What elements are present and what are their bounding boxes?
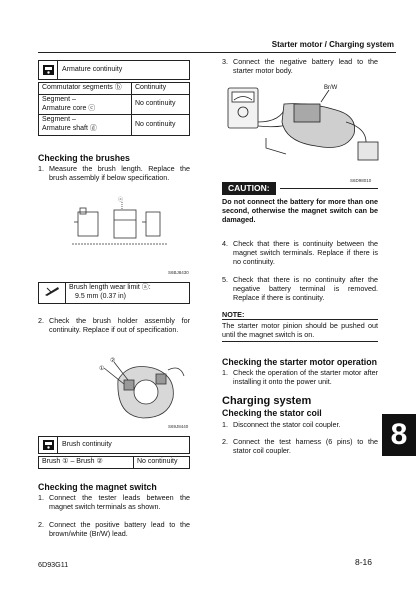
magnet-switch-heading: Checking the magnet switch [38,482,157,492]
page-number: 8-16 [355,557,373,567]
callout-2: ② [110,358,116,364]
section-title: Starter motor / Charging system [271,40,394,49]
caution-text: Do not connect the battery for more than one second, otherwise the magnet switch can be damaged. [222,196,378,224]
stator-step-1: 1. Disconnect the stator coil coupler. [222,420,341,429]
spec-value: 9.5 mm (0.37 in) [75,292,126,300]
charging-heading: Charging system [222,395,312,407]
armature-table-title: Armature continuity [62,65,123,73]
brush-length-figure [70,192,190,280]
armature-continuity-table [38,60,190,136]
caliper-icon [39,283,66,304]
stator-heading: Checking the stator coil [222,408,322,418]
brw-label: Br/W [324,85,338,91]
table-cell-value: Continuity [132,83,190,95]
note-text: The starter motor pinion should be pushed out until the magnet switch is on. [222,321,378,339]
brush-holder-figure [98,350,188,430]
doc-code: 6D93G11 [38,560,69,569]
brushes-step-2: 2. Check the brush holder assembly for continuity. Replace if out of specification. [38,316,190,334]
header-rule [38,52,396,53]
brush-table-title: Brush continuity [62,440,112,448]
table-cell-label: Commutator segments ⓑ [39,83,132,95]
operation-step-1: 1. Check the operation of the starter motor after installing it onto the power unit. [222,368,378,386]
brushes-step-1: 1. Measure the brush length. Replace the brush assembly if below specification. [38,164,190,182]
table-cell-value: No continuity [132,115,190,136]
chapter-tab: 8 [382,414,416,456]
callout-1: ① [99,366,105,372]
table-cell-label: Segment – Armature shaft ⓓ [39,115,132,136]
brush-continuity-table [38,436,190,469]
svg-text:ⓐ: ⓐ [118,197,124,203]
figure-code-2: S69J8440 [168,424,189,429]
caution-block [222,182,378,224]
magnet-step-1: 1. Connect the tester leads between the magnet switch terminals as shown. [38,493,190,511]
table-cell-value: No continuity [132,94,190,115]
figure-code-3: S6D98010 [350,178,372,183]
brushes-heading: Checking the brushes [38,153,130,163]
note-block [222,310,378,342]
table-cell-label: Segment – Armature core ⓒ [39,94,132,115]
note-title: NOTE: [222,310,245,319]
spec-label: Brush length wear limit ⓐ: [69,284,151,291]
operation-heading: Checking the starter motor operation [222,357,377,367]
starter-motor-test-figure [226,82,382,174]
multimeter-icon [39,61,58,79]
caution-title: CAUTION: [222,182,276,195]
figure-code: S6BJ8430 [168,270,189,275]
table-cell-value: No continuity [134,457,190,469]
table-cell-label: Brush ① – Brush ② [39,457,134,469]
right-step-3: 3. Connect the negative battery lead to the starter motor body. [222,57,378,75]
stator-step-2: 2. Connect the test harness (6 pins) to the stator coil coupler. [222,437,378,455]
magnet-step-2: 2. Connect the positive battery lead to the brown/white (Br/W) lead. [38,520,190,538]
multimeter-icon [39,437,58,453]
right-step-5: 5. Check that there is no continuity after the negative battery terminal is removed. Replace if there is continuity. [222,275,378,302]
right-step-4: 4. Check that there is continuity between the magnet switch terminals. Replace if there is no continuity. [222,239,378,266]
brush-spec-box [38,282,190,304]
